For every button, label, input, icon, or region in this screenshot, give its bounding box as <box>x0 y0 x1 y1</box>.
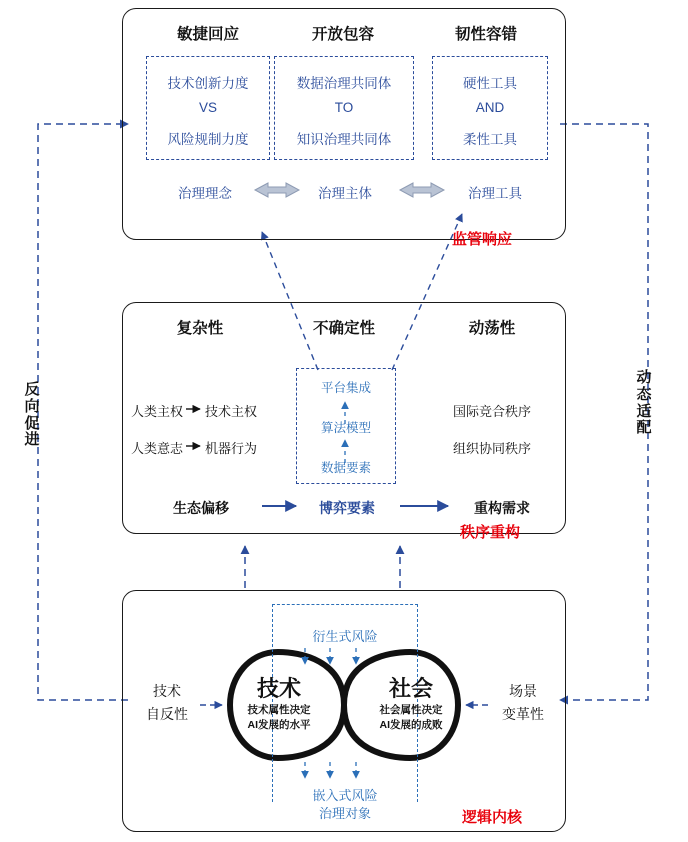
bottom-left-label-1: 自反性 <box>146 706 188 722</box>
top-red-label: 监管响应 <box>452 231 513 248</box>
middle-header-1: 不确定性 <box>312 320 375 337</box>
middle-center-0: 平台集成 <box>320 381 371 395</box>
top-header-2: 韧性容错 <box>454 26 517 43</box>
middle-left-pair-1-to: 机器行为 <box>204 441 257 456</box>
middle-left-pair-0-from: 人类主权 <box>130 404 183 419</box>
middle-header-2: 动荡性 <box>468 320 516 337</box>
middle-right-1: 组织协同秩序 <box>452 441 531 456</box>
top-box-2-line-1: AND <box>475 100 505 115</box>
side-label-right: 动态适配 <box>636 369 652 437</box>
middle-center-1: 算法模型 <box>320 421 371 435</box>
bottom-right-label-0: 场景 <box>509 683 537 699</box>
side-label-left: 反向促进 <box>24 381 40 449</box>
middle-bottom-1: 博弈要素 <box>319 500 375 516</box>
bottom-top-risk: 衍生式风险 <box>312 629 378 644</box>
middle-right-0: 国际竞合秩序 <box>452 404 531 419</box>
middle-bottom-2: 重构需求 <box>474 500 530 516</box>
bottom-red-label: 逻辑内核 <box>462 809 523 826</box>
loop-right-caption-1: AI发展的成败 <box>379 719 443 731</box>
top-box-2-line-2: 柔性工具 <box>463 132 517 147</box>
top-box-1-line-1: TO <box>334 100 354 115</box>
bottom-bottom-risk: 嵌入式风险 <box>312 788 378 803</box>
top-box-0-line-2: 风险规制力度 <box>167 132 249 147</box>
top-box-2-line-0: 硬性工具 <box>463 76 517 91</box>
middle-center-2: 数据要素 <box>320 461 371 475</box>
loop-left-caption-0: 技术属性决定 <box>247 704 311 716</box>
loop-left-title: 技术 <box>256 676 301 701</box>
top-bottom-0: 治理理念 <box>178 186 232 201</box>
top-header-0: 敏捷回应 <box>176 26 239 43</box>
middle-left-pair-1-from: 人类意志 <box>130 441 183 456</box>
bottom-right-label-1: 变革性 <box>502 706 544 722</box>
loop-right-caption-0: 社会属性决定 <box>379 704 443 716</box>
top-box-0-line-1: VS <box>198 100 217 115</box>
middle-bottom-0: 生态偏移 <box>173 500 229 516</box>
loop-right-title: 社会 <box>388 676 433 701</box>
top-box-1-line-0: 数据治理共同体 <box>296 76 392 91</box>
top-box-1-line-2: 知识治理共同体 <box>296 132 392 147</box>
bottom-left-label-0: 技术 <box>153 683 181 699</box>
top-bottom-2: 治理工具 <box>468 186 522 201</box>
top-box-0-line-0: 技术创新力度 <box>167 76 249 91</box>
top-header-1: 开放包容 <box>311 26 374 43</box>
middle-header-0: 复杂性 <box>176 320 224 337</box>
middle-red-label: 秩序重构 <box>460 524 521 541</box>
top-bottom-1: 治理主体 <box>318 186 372 201</box>
loop-left-caption-1: AI发展的水平 <box>247 719 311 731</box>
middle-left-pair-0-to: 技术主权 <box>204 404 257 419</box>
bottom-object-label: 治理对象 <box>272 803 418 822</box>
